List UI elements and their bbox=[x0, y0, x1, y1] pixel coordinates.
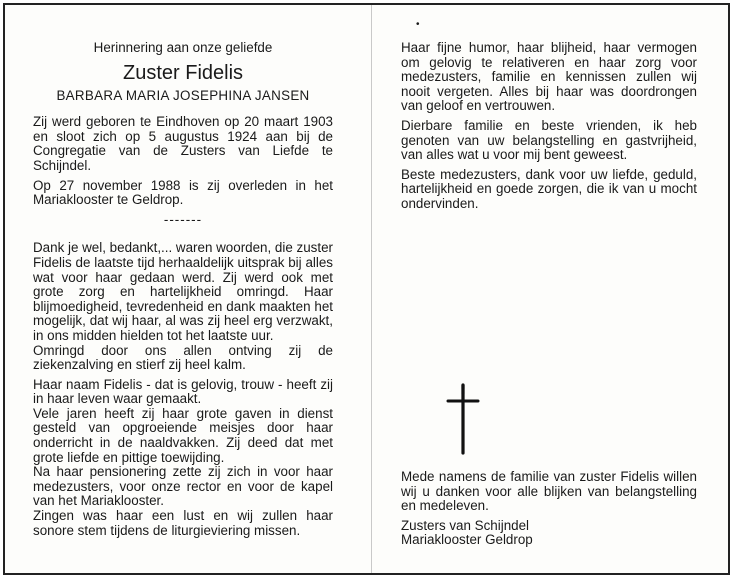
text-paragraph: Na haar pensionering zette zij zich in voor haar medezusters, voor onze rector en voor de kapel van het Mariaklooster. bbox=[33, 464, 333, 509]
intro-line: Herinnering aan onze geliefde bbox=[93, 40, 273, 55]
closing-block bbox=[401, 470, 697, 548]
text-paragraph: Dierbare familie en beste vrienden, ik heb genoten van uw belangstelling en gastvrijheid, van alles wat u voor mij bent geweest. bbox=[401, 117, 697, 163]
cross-icon bbox=[443, 383, 483, 455]
memorial-card bbox=[3, 3, 730, 575]
text-paragraph: Beste medezusters, dank voor uw liefde, geduld, hartelijkheid en goede zorgen, die ik van u mocht ondervinden. bbox=[401, 166, 697, 211]
signature-line: Zusters van Schijndel bbox=[401, 517, 530, 533]
speck: • bbox=[416, 19, 420, 30]
text-paragraph: Dank je wel, bedankt,... waren woorden, die zuster Fidelis de laatste tijd herhaaldelijk uitsprak bij alles wat voor haar gedaan werd. Zij werd ook met grote zorg en hartelijkheid omringd. Haar blijmoedigheid, tevredenheid en dank maakten het mogelijk, dat wij haar, al was zij heel erg verzwakt, in ons midden hielden tot het laatste uur. bbox=[33, 240, 333, 343]
full-name: BARBARA MARIA JOSEPHINA JANSEN bbox=[56, 87, 310, 103]
text-paragraph: Omringd door ons allen ontving zij de ziekenzalving en stierf zij heel kalm. bbox=[33, 342, 333, 373]
signature-line: Mariaklooster Geldrop bbox=[401, 532, 533, 548]
page-title: Zuster Fidelis bbox=[122, 61, 244, 84]
text-paragraph: Zingen was haar een lust en wij zullen haar sonore stem tijdens de liturgieviering missen. bbox=[33, 508, 333, 538]
signature bbox=[401, 519, 697, 548]
bio-paragraph: Op 27 november 1988 is zij overleden in het Mariaklooster te Geldrop. bbox=[33, 177, 333, 208]
text-paragraph: Vele jaren heeft zij haar grote gaven in dienst gesteld van opgroeiende meisjes door haar onderricht in de naaldvakken. Zij deed dat met grote liefde en pittige toewijding. bbox=[33, 405, 333, 465]
text-paragraph: Haar naam Fidelis - dat is gelovig, trouw - heeft zij in haar leven waar gemaakt. bbox=[33, 376, 333, 407]
fold-line bbox=[371, 5, 372, 573]
left-page bbox=[33, 41, 333, 538]
right-page bbox=[401, 41, 697, 217]
text-paragraph: Haar fijne humor, haar blijheid, haar vermogen om gelovig te relativeren en haar zorg voor medezusters, familie en kennissen zullen wij nooit vergeten. Alles bij haar was doordrongen van geloof en vertrouwen. bbox=[401, 40, 697, 114]
closing-paragraph: Mede namens de familie van zuster Fidelis willen wij u danken voor alle blijken van belangstelling en medeleven. bbox=[401, 469, 697, 514]
bio-paragraph: Zij werd geboren te Eindhoven op 20 maart 1903 en sloot zich op 5 augustus 1924 aan bij de Congregatie van de Zusters van Liefde te Schijndel. bbox=[33, 114, 333, 173]
separator: ------- bbox=[163, 211, 203, 227]
